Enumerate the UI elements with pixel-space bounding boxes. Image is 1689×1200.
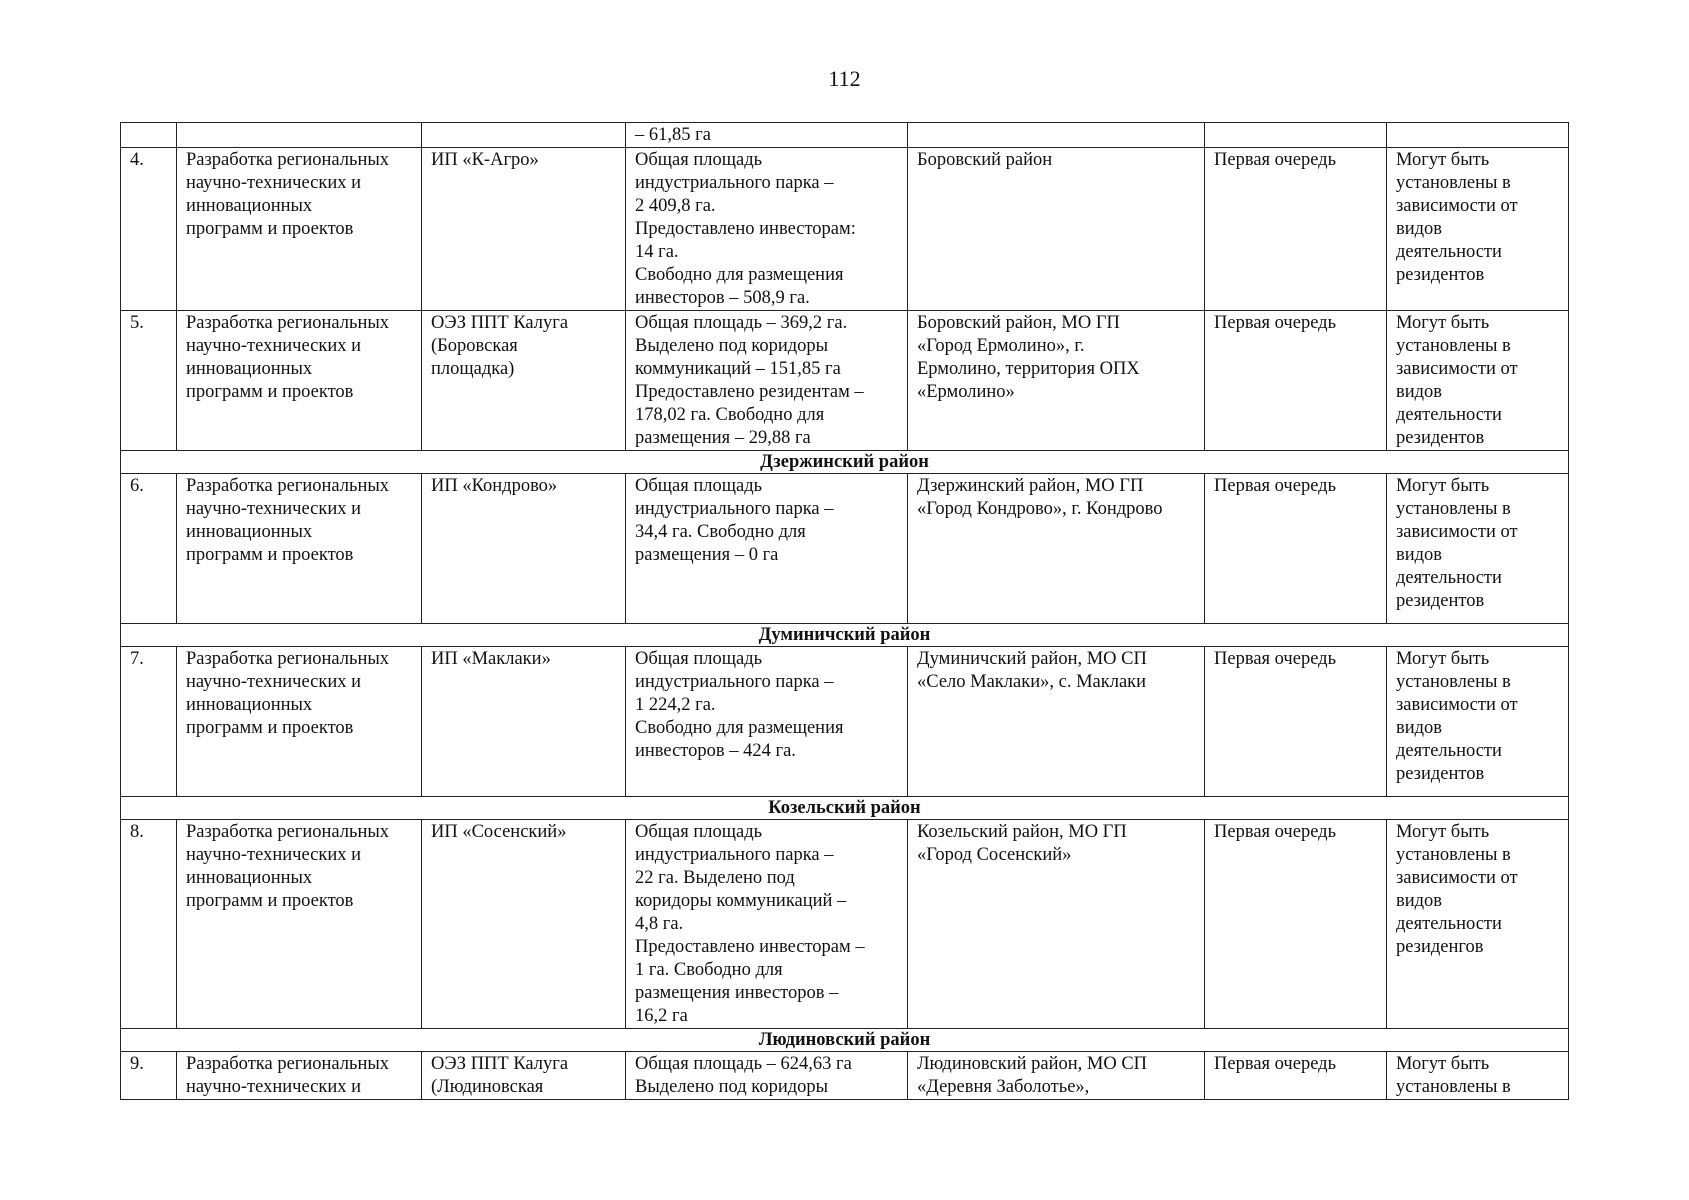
cell-location-line: Дзержинский район, МО ГП — [917, 476, 1144, 496]
cell-params-line: индустриального парка – — [635, 672, 834, 692]
cell-task — [177, 820, 422, 1029]
cell-params — [626, 311, 908, 451]
cell-task-line: научно-технических и — [186, 499, 361, 519]
cell-restrictions-line: видов — [1396, 891, 1443, 911]
cell-params-line: Общая площадь – 369,2 га. — [635, 313, 848, 333]
cell-task — [177, 1052, 422, 1100]
cell-restrictions-line: резидентов — [1396, 764, 1485, 784]
cell-object — [422, 148, 626, 311]
cell-restrictions-line: Могут быть — [1396, 649, 1490, 669]
cell-location — [908, 474, 1205, 624]
district-heading: Дзержинский район — [121, 451, 1569, 474]
cell-stage: Первая очередь — [1205, 311, 1387, 451]
cell-task-line: Разработка региональных — [186, 313, 390, 333]
cell-location-line: Козельский район, МО ГП — [917, 822, 1127, 842]
cell-object-line: ОЭЗ ППТ Калуга — [431, 313, 569, 333]
cell-restrictions — [1387, 647, 1569, 797]
cell-restrictions-line: видов — [1396, 382, 1443, 402]
cell-params-line: Предоставлено инвесторам – — [635, 937, 865, 957]
cell-params-line: Общая площадь — [635, 822, 763, 842]
cell-restrictions — [1387, 311, 1569, 451]
cell-object-line: ОЭЗ ППТ Калуга — [431, 1054, 569, 1074]
cell-task-line: инновационных — [186, 868, 313, 888]
cell-task-line: программ и проектов — [186, 382, 354, 402]
continued-params-text: – 61,85 га — [635, 125, 711, 145]
cell-params-line: коммуникаций – 151,85 га — [635, 359, 841, 379]
cell-params-line: Общая площадь — [635, 649, 763, 669]
cell-stage: Первая очередь — [1205, 148, 1387, 311]
cell-params-line: инвесторов – 424 га. — [635, 741, 796, 761]
district-heading: Людиновский район — [121, 1029, 1569, 1052]
cell-params-line: размещения инвесторов – — [635, 983, 839, 1003]
cell-task-line: Разработка региональных — [186, 476, 390, 496]
cell-num: 8. — [121, 820, 177, 1029]
continued-row — [121, 123, 1569, 148]
cell-params-line: 34,4 га. Свободно для — [635, 522, 806, 542]
cell-params-line: размещения – 29,88 га — [635, 428, 811, 448]
cell-restrictions-line: установлены в — [1396, 499, 1511, 519]
cell-restrictions-line: резиденгов — [1396, 937, 1484, 957]
cell-restrictions-line: зависимости от — [1396, 359, 1518, 379]
cell-restrictions-line: деятельности — [1396, 741, 1502, 761]
cell-task — [177, 148, 422, 311]
cell-restrictions — [1387, 148, 1569, 311]
cell-task-line: Разработка региональных — [186, 822, 390, 842]
cell-restrictions-line: видов — [1396, 219, 1443, 239]
cell-task-line: программ и проектов — [186, 891, 354, 911]
cell-restrictions-line: деятельности — [1396, 568, 1502, 588]
table-row — [121, 820, 1569, 1029]
cell-location-line: «Село Маклаки», с. Маклаки — [917, 672, 1147, 692]
cell-params-line: индустриального парка – — [635, 845, 834, 865]
cell-restrictions-line: установлены в — [1396, 672, 1511, 692]
cell-restrictions-line: зависимости от — [1396, 868, 1518, 888]
cell-location — [908, 123, 1205, 148]
table-row — [121, 148, 1569, 311]
cell-params-line: индустриального парка – — [635, 173, 834, 193]
cell-restrictions-line: Могут быть — [1396, 1054, 1490, 1074]
cell-restrictions-line: Могут быть — [1396, 150, 1490, 170]
district-heading: Козельский район — [121, 797, 1569, 820]
cell-restrictions-line: зависимости от — [1396, 695, 1518, 715]
cell-params-line: 14 га. — [635, 242, 679, 262]
cell-object — [422, 311, 626, 451]
cell-location — [908, 311, 1205, 451]
cell-object-line: ИП «Кондрово» — [431, 476, 558, 496]
cell-object — [422, 123, 626, 148]
cell-num — [121, 123, 177, 148]
cell-object-line: (Людиновская — [431, 1077, 544, 1097]
cell-stage — [1205, 123, 1387, 148]
cell-location — [908, 148, 1205, 311]
cell-task-line: научно-технических и — [186, 845, 361, 865]
cell-restrictions-line: установлены в — [1396, 173, 1511, 193]
cell-params-line: коридоры коммуникаций – — [635, 891, 847, 911]
cell-task-line: научно-технических и — [186, 1077, 361, 1097]
cell-params — [626, 1052, 908, 1100]
cell-location-line: «Город Кондрово», г. Кондрово — [917, 499, 1163, 519]
cell-task-line: программ и проектов — [186, 219, 354, 239]
cell-params-line: Свободно для размещения — [635, 718, 844, 738]
cell-restrictions-line: резидентов — [1396, 428, 1485, 448]
cell-params-line: размещения – 0 га — [635, 545, 779, 565]
cell-object — [422, 647, 626, 797]
cell-task-line: Разработка региональных — [186, 1054, 390, 1074]
cell-task-line: научно-технических и — [186, 672, 361, 692]
cell-params — [626, 647, 908, 797]
district-row — [121, 451, 1569, 474]
cell-num: 7. — [121, 647, 177, 797]
cell-restrictions — [1387, 1052, 1569, 1100]
district-heading: Думиничский район — [121, 624, 1569, 647]
cell-location-line: Боровский район, МО ГП — [917, 313, 1120, 333]
cell-location — [908, 820, 1205, 1029]
cell-location-line: «Город Ермолино», г. — [917, 336, 1085, 356]
cell-task — [177, 311, 422, 451]
cell-params — [626, 474, 908, 624]
cell-restrictions-line: деятельности — [1396, 242, 1502, 262]
cell-params-line: 1 га. Свободно для — [635, 960, 783, 980]
cell-params-line: 2 409,8 га. — [635, 196, 716, 216]
cell-restrictions-line: зависимости от — [1396, 196, 1518, 216]
cell-restrictions — [1387, 820, 1569, 1029]
cell-location — [908, 1052, 1205, 1100]
table-row — [121, 474, 1569, 624]
cell-params-line: Предоставлено резидентам – — [635, 382, 864, 402]
cell-params-line: 178,02 га. Свободно для — [635, 405, 825, 425]
cell-restrictions — [1387, 474, 1569, 624]
cell-params-line: индустриального парка – — [635, 499, 834, 519]
cell-params-line: Общая площадь – 624,63 га — [635, 1054, 852, 1074]
cell-params — [626, 820, 908, 1029]
table-row — [121, 311, 1569, 451]
cell-object-line: ИП «Сосенский» — [431, 822, 567, 842]
cell-restrictions-line: установлены в — [1396, 336, 1511, 356]
cell-params-line: Выделено под коридоры — [635, 1077, 829, 1097]
cell-num: 4. — [121, 148, 177, 311]
cell-object-line: площадка) — [431, 359, 515, 379]
cell-stage: Первая очередь — [1205, 820, 1387, 1029]
cell-object — [422, 474, 626, 624]
page-number: 112 — [828, 66, 861, 91]
cell-restrictions-line: деятельности — [1396, 405, 1502, 425]
cell-params — [626, 123, 908, 148]
cell-task-line: программ и проектов — [186, 545, 354, 565]
cell-restrictions-line: деятельности — [1396, 914, 1502, 934]
cell-object-line: ИП «Маклаки» — [431, 649, 551, 669]
cell-location-line: Думиничский район, МО СП — [917, 649, 1147, 669]
cell-task-line: инновационных — [186, 522, 313, 542]
cell-params-line: 16,2 га — [635, 1006, 688, 1026]
cell-params — [626, 148, 908, 311]
cell-task — [177, 474, 422, 624]
cell-stage: Первая очередь — [1205, 1052, 1387, 1100]
cell-params-line: Общая площадь — [635, 150, 763, 170]
table-row — [121, 1052, 1569, 1100]
projects-table — [120, 122, 1569, 1100]
cell-location — [908, 647, 1205, 797]
cell-restrictions — [1387, 123, 1569, 148]
cell-location-line: «Город Сосенский» — [917, 845, 1072, 865]
cell-stage: Первая очередь — [1205, 647, 1387, 797]
table-row — [121, 647, 1569, 797]
cell-restrictions-line: видов — [1396, 718, 1443, 738]
cell-location-line: Ермолино, территория ОПХ — [917, 359, 1140, 379]
cell-location-line: «Ермолино» — [917, 382, 1015, 402]
cell-params-line: 1 224,2 га. — [635, 695, 716, 715]
cell-location-line: Боровский район — [917, 150, 1053, 170]
cell-params-line: Предоставлено инвесторам: — [635, 219, 856, 239]
cell-task-line: научно-технических и — [186, 173, 361, 193]
cell-params-line: Выделено под коридоры — [635, 336, 829, 356]
district-row — [121, 1029, 1569, 1052]
cell-object-line: ИП «К-Агро» — [431, 150, 539, 170]
cell-params-line: Общая площадь — [635, 476, 763, 496]
cell-task — [177, 123, 422, 148]
cell-object — [422, 820, 626, 1029]
cell-restrictions-line: установлены в — [1396, 845, 1511, 865]
cell-task-line: научно-технических и — [186, 336, 361, 356]
cell-restrictions-line: резидентов — [1396, 265, 1485, 285]
cell-params-line: 22 га. Выделено под — [635, 868, 795, 888]
cell-location-line: Людиновский район, МО СП — [917, 1054, 1148, 1074]
cell-restrictions-line: зависимости от — [1396, 522, 1518, 542]
cell-task-line: инновационных — [186, 196, 313, 216]
cell-task — [177, 647, 422, 797]
cell-params-line: Свободно для размещения — [635, 265, 844, 285]
cell-num: 6. — [121, 474, 177, 624]
cell-task-line: программ и проектов — [186, 718, 354, 738]
cell-stage: Первая очередь — [1205, 474, 1387, 624]
cell-num: 9. — [121, 1052, 177, 1100]
cell-object-line: (Боровская — [431, 336, 518, 356]
cell-location-line: «Деревня Заболотье», — [917, 1077, 1090, 1097]
cell-restrictions-line: Могут быть — [1396, 476, 1490, 496]
cell-num: 5. — [121, 311, 177, 451]
cell-task-line: инновационных — [186, 695, 313, 715]
cell-restrictions-line: Могут быть — [1396, 822, 1490, 842]
cell-restrictions-line: Могут быть — [1396, 313, 1490, 333]
cell-restrictions-line: резидентов — [1396, 591, 1485, 611]
cell-params-line: инвесторов – 508,9 га. — [635, 288, 810, 308]
cell-params-line: 4,8 га. — [635, 914, 684, 934]
cell-task-line: инновационных — [186, 359, 313, 379]
cell-task-line: Разработка региональных — [186, 150, 390, 170]
cell-task-line: Разработка региональных — [186, 649, 390, 669]
district-row — [121, 797, 1569, 820]
cell-restrictions-line: видов — [1396, 545, 1443, 565]
district-row — [121, 624, 1569, 647]
cell-restrictions-line: установлены в — [1396, 1077, 1511, 1097]
cell-object — [422, 1052, 626, 1100]
